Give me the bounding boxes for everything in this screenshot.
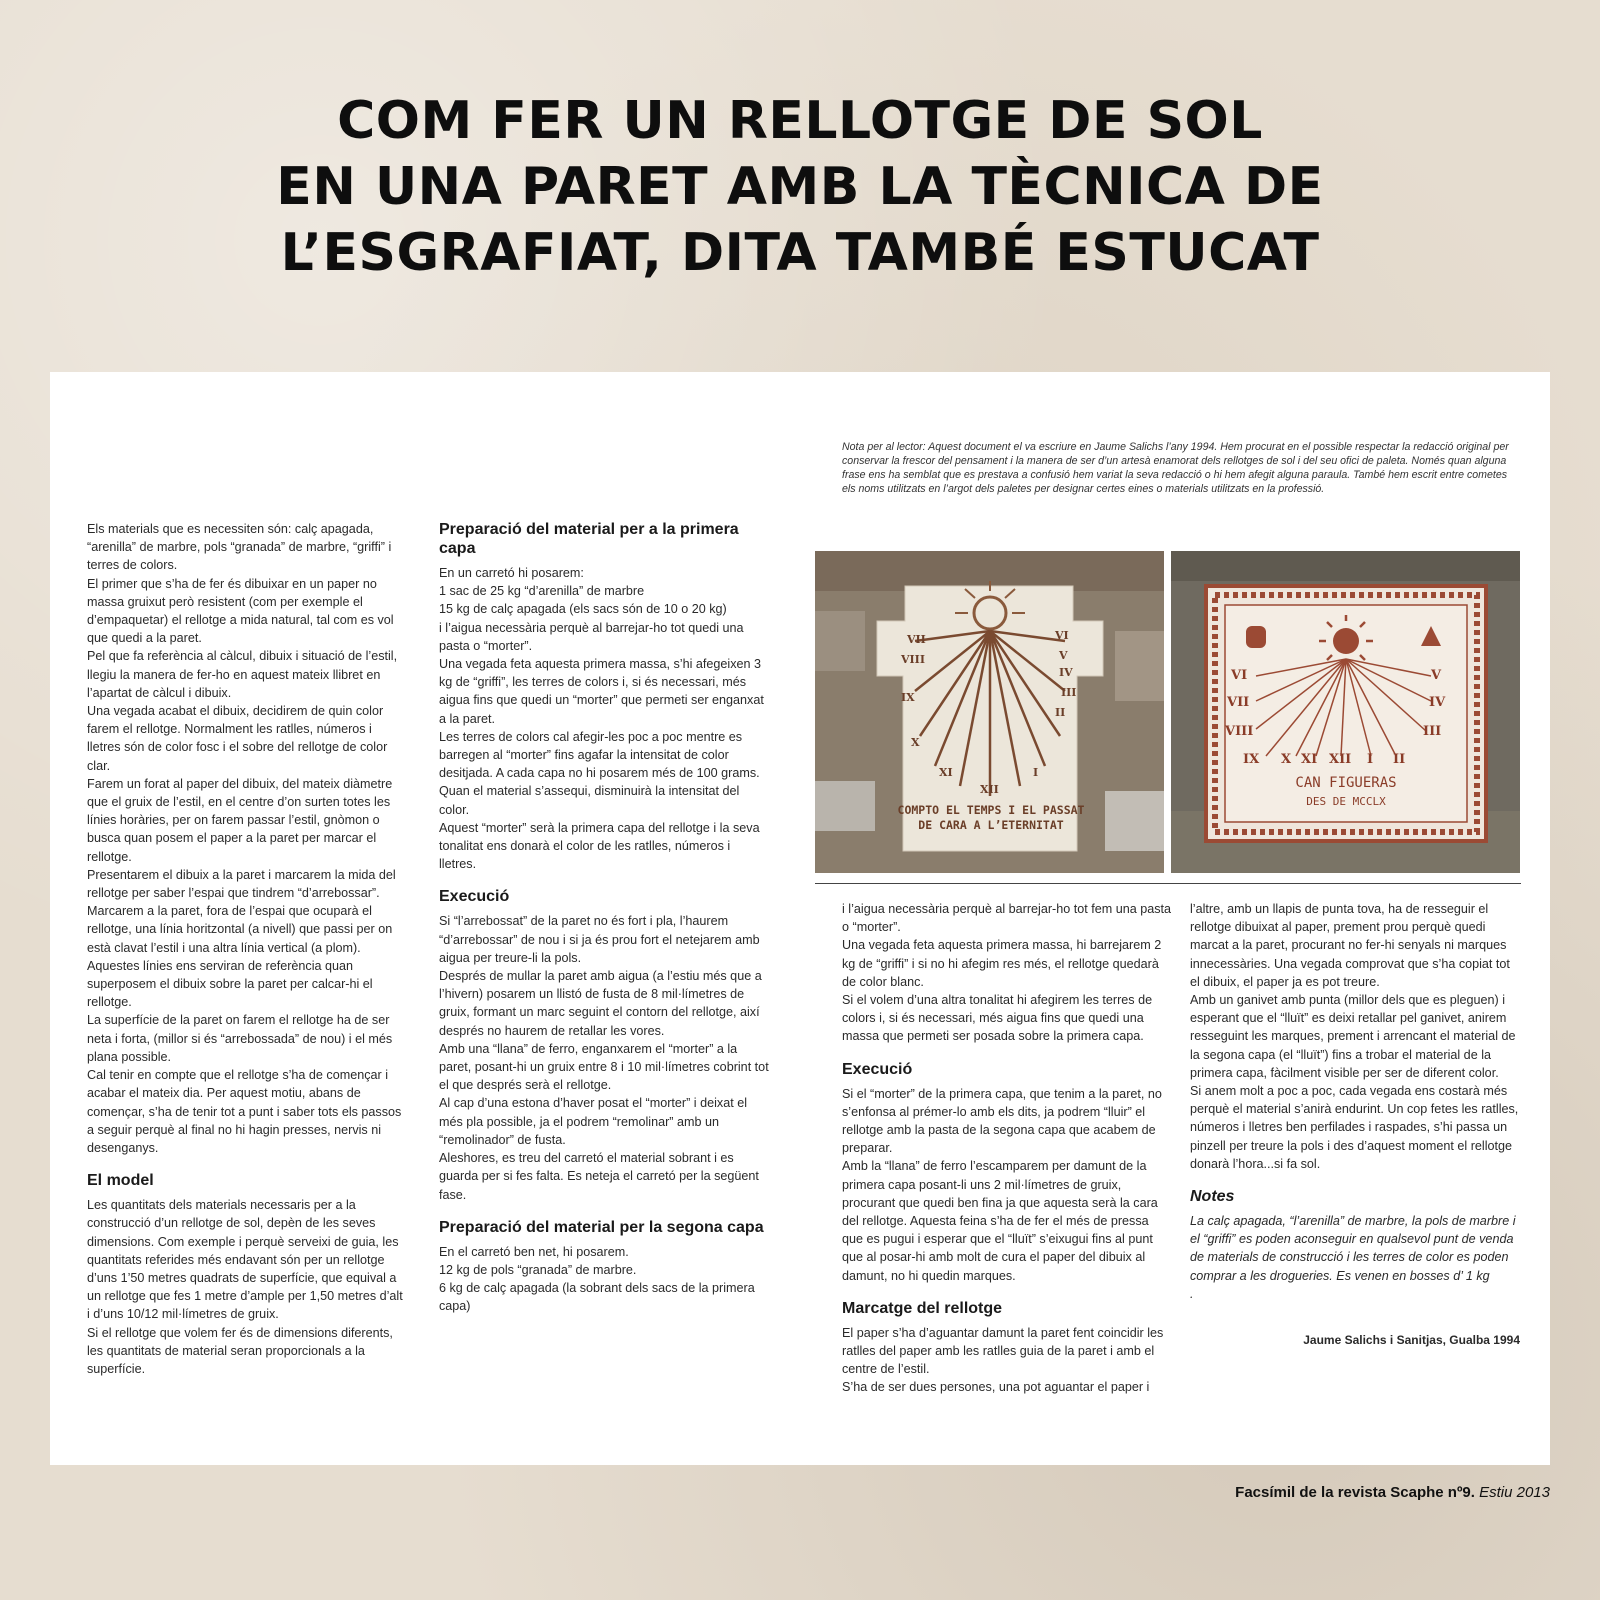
numeral: II [1393,752,1406,767]
sundial-photo-2 [1171,551,1520,873]
title-line-1: COM FER UN RELLOTGE DE SOL [337,91,1263,151]
paragraph: Una vegada feta aquesta primera massa, hi barrejarem 2 kg de “griffi” i si no hi afegim res més, el rellotge quedarà de color blanc. [842,938,1162,989]
numeral: XII [980,783,999,796]
paragraph: Marcarem a la paret, fora de l’espai que ocuparà el rellotge, una línia horitzontal (a nivell) que passi per on està clavat l’estil i una altra línia vertical (a plom). Aquestes línies ens serviran de referència quan superposem el dibuix sobre la paret per calcar-hi el rellotge. [87,904,393,1010]
section-heading-execution: Execució [439,888,510,906]
numeral: III [1061,686,1077,699]
numeral: XI [1301,752,1318,767]
paragraph: Una vegada acabat el dibuix, decidirem de quin color farem el rellotge. Normalment les ratlles, números i lletres són de color fosc i el sobre del rellotge de color clar. [87,704,388,773]
column-2 [439,520,769,1316]
numeral: VIII [1225,724,1254,739]
section-heading-execution-2: Execució [842,1060,913,1078]
title-line-2: EN UNA PARET AMB LA TÈCNICA DE [276,157,1324,217]
paragraph: Aleshores, es treu del carretó el material sobrant i es guarda per si fes falta. Es neteja el carretó per la següent fase. [439,1151,759,1202]
column-4 [1190,900,1520,1349]
footer-source: Facsímil de la revista Scaphe nº9. [1235,1484,1475,1501]
paragraph: Les terres de colors cal afegir-les poc a poc mentre es barregen al “morter” fins agafar la intensitat de color desitjada. A cada capa no hi posarem més de 100 grams. Quan el material s’assequi, disminuirà la intensitat del color. [439,729,760,817]
notes-text: La calç apagada, “l’arenilla” de marbre, la pols de marbre i el “griffi” es poden aconseguir en qualsevol punt de venda de materials de construcció i les terres de color es poden comprar a les drogueries. Es venen en bosses d’ 1 kg [1190,1214,1516,1283]
list-line: i l’aigua necessària perquè al barrejar-ho tot quedi una pasta o “morter”. [439,620,744,653]
numeral: XI [939,766,953,779]
numeral: IV [1059,666,1073,679]
paragraph: Si el volem d’una altra tonalitat hi afegirem les terres de colors i, si és necessari, més aigua fins que quedi una massa que permeti ser posada sobre la primera capa. [842,993,1153,1044]
paragraph: Farem un forat al paper del dibuix, del mateix diàmetre que el gruix de l’estil, en el centre d’on surten totes les línies horàries, per on farem passar l’estil, gnòmon o busca quan posem el paper a la paret per marcar el rellotge. [87,776,393,864]
footer-season: Estiu 2013 [1479,1484,1550,1501]
sundial-1-illustration [815,551,1164,873]
list-line: En el carretó ben net, hi posarem. [439,1244,629,1259]
paragraph: Si “l’arrebossat” de la paret no és fort i pla, l’haurem “d’arrebossar” de nou i si ja és prou fort el netejarem amb aigua per treure-li la pols. [439,914,760,965]
paragraph: Cal tenir en compte que el rellotge s’ha de començar i acabar el mateix dia. Per aquest motiu, abans de començar, s’ha de tenir tot a punt i saber tots els passos a seguir perquè al final no hi hagin presses, nervis ni desenganys. [87,1068,402,1155]
paragraph: Aquest “morter” serà la primera capa del rellotge i la seva tonalitat ens donarà el color de les ratlles, números i lletres. [439,820,760,872]
numeral: X [1281,752,1292,767]
list-line: 1 sac de 25 kg “d’arenilla” de marbre [439,584,645,599]
column-3 [842,900,1172,1397]
numeral: III [1423,724,1442,739]
numeral: VI [1055,629,1069,642]
paragraph: Una vegada feta aquesta primera massa, s’hi afegeixen 3 kg de “griffi”, les terres de colors i, si és necessari, més aigua fins que quedi un “morter” que permeti ser enganxat a la paret. [439,657,764,726]
numeral: I [1033,766,1039,779]
list-line: En un carretó hi posarem: [439,566,584,580]
paragraph: La superfície de la paret on farem el rellotge ha de ser neta i forta, (millor si és “arrebossada” de nou) i el més plana possible. [87,1013,393,1064]
list-line: 15 kg de calç apagada (els sacs són de 10 o 20 kg) [439,602,727,617]
numeral: IX [901,691,915,704]
paragraph: Si el “morter” de la primera capa, que tenim a la paret, no s’enfonsa al prémer-lo amb els dits, ja podrem “lluir” el rellotge amb la pasta de la segona capa que acabem de preparar. [842,1086,1162,1156]
page-title [0,88,1600,286]
numeral: IV [1429,695,1446,710]
sundial-date: DES DE MCCLX [1306,795,1386,808]
section-heading-marking: Marcatge del rellotge [842,1299,1003,1317]
photo-divider [815,883,1521,884]
paragraph: S’ha de ser dues persones, una pot aguantar el paper i [842,1380,1150,1395]
list-line: 6 kg de calç apagada (la sobrant dels sacs de la primera capa) [439,1281,755,1314]
numeral: VII [907,633,926,646]
numeral: II [1055,706,1066,719]
sundial-2-illustration [1171,551,1520,873]
paragraph: Els materials que es necessiten són: calç apagada, “arenilla” de marbre, pols “granada” de marbre, “griffi” i terres de colors. [87,522,392,573]
title-line-3: L’ESGRAFIAT, DITA TAMBÉ ESTUCAT [280,223,1320,283]
numeral: VII [1227,695,1250,710]
sundial-motto-line-2: DE CARA A L’ETERNITAT [918,818,1064,832]
paragraph: Amb la “llana” de ferro l’escamparem per damunt de la primera capa posant-li uns 2 mil·límetres de gruix, procurant que quedi ben fina ja que aquesta serà la cara del rellotge. Aquesta feina s’ha de fer el més de pressa que es pugui i esperar que el “lluït” s’eixugui fins al punt que al posar-hi amb molt de cura el paper del dibuix al damunt, no hi quedin marques. [842,1159,1158,1283]
paragraph: Les quantitats dels materials necessaris per a la construcció d’un rellotge de sol, depèn de les seves dimensions. Com exemple i perquè serveixi de guia, les quantitats referides més endavant són per un rellotge d’uns 1’50 metres quadrats de superfície, que equival a un rellotge que fes 1 metre d’ample per 1,50 metres d’alt i d’uns 10/12 mil·límetres de gruix. [87,1198,403,1322]
sundial-motto-line-1: COMPTO EL TEMPS I EL PASSAT [897,803,1085,817]
paragraph: Pel que fa referència al càlcul, dibuix i situació de l’estil, llegiu la manera de fer-ho en aquest mateix llibret en l’apartat de càlcul i dibuix. [87,649,398,700]
footer-credit [1235,1484,1550,1501]
sundial-photo-1 [815,551,1164,873]
paragraph: Presentarem el dibuix a la paret i marcarem la mida del rellotge per saber l’espai que tindrem “d’arrebossar”. [87,867,396,901]
paragraph: Amb una “llana” de ferro, enganxarem el “morter” a la paret, posant-hi un gruix entre 8 i 10 mil·límetres cobrint tot el que després serà el rellotge. [439,1041,769,1093]
reader-note: Nota per al lector: Aquest document el va escriure en Jaume Salichs l’any 1994. Hem procurat en el possible respectar la redacció original per conservar la frescor del pensament i la manera de ser d’un artesà enamorat dels rellotges de sol i del seu ofici de paleta. Només quan alguna frase ens ha semblat que es prestava a confusió hem variat la seva redacció o hi hem afegit alguna paraula. També hem escrit entre cometes els noms utilitzats en l’argot dels paletes per designar certes eines o materials utilitzats en la professió. [842,441,1509,495]
paragraph: El paper s’ha d’aguantar damunt la paret fent coincidir les ratlles del paper amb les ratlles guia de la paret i amb el centre de l’estil. [842,1325,1164,1377]
numeral: VI [1231,668,1248,683]
section-heading-second-layer: Preparació del material per la segona capa [439,1218,764,1236]
paragraph: Amb un ganivet amb punta (millor dels que es pleguen) i esperant que el “lluït” es deixi retallar pel ganivet, anirem resseguint les marques, prement i arrencant el material de la segona capa (el “lluït”) fins a trobar el material de la primera capa, fàcilment visible per ser de diferent color. [1190,993,1516,1080]
numeral: V [1431,668,1442,683]
numeral: VIII [901,653,925,666]
paragraph: Al cap d’una estona d’haver posat el “morter” i deixat el més pla possible, ja el podrem “remolinar” amb un “remolinador” de fusta. [439,1096,748,1147]
section-heading-model: El model [87,1172,154,1190]
numeral: V [1059,649,1068,662]
section-heading-notes: Notes [1190,1188,1235,1206]
paragraph: i l’aigua necessària perquè al barrejar-ho tot fem una pasta o “morter”. [842,902,1172,935]
numeral: X [911,736,920,749]
paragraph: l’altre, amb un llapis de punta tova, ha de resseguir el rellotge dibuixat al paper, prement prou perquè quedi marcat a la paret, procurant no fer-hi senyals ni marques innecessàries. Una vegada comprovat que s’ha copiat tot el dibuix, el paper ja es pot treure. [1190,902,1510,989]
list-line: 12 kg de pols “granada” de marbre. [439,1262,637,1277]
section-heading-first-layer: Preparació del material per a la primera capa [439,521,739,557]
author-signature: Jaume Salichs i Sanitjas, Gualba 1994 [1303,1333,1520,1348]
paragraph: Si anem molt a poc a poc, cada vegada ens costarà més perquè el material s’anirà endurint. Un cop fetes les ratlles, números i lletres ben perfilades i raspades, s’hi passa un pinzell per treure la pols i des d’aquest moment el rellotge donarà l’hora...si fa sol. [1190,1084,1519,1171]
numeral: XII [1329,752,1352,767]
notes-dot: . [1190,1286,1194,1301]
sundial-name: CAN FIGUERAS [1295,775,1397,791]
numeral: I [1367,752,1374,767]
paragraph: El primer que s’ha de fer és dibuixar en un paper no massa gruixut però resistent (com per exemple el d’empaquetar) el rellotge a mida natural, tal com es vol que quedi a la paret. [87,576,394,646]
paragraph: Després de mullar la paret amb aigua (a l’estiu més que a l’hivern) posarem un llistó de fusta de 8 mil·límetres de gruix, formant un marc seguint el contorn del rellotge, així després no haurem de retallar les vores. [439,969,762,1038]
numeral: IX [1243,752,1260,767]
paragraph: Si el rellotge que volem fer és de dimensions diferents, les quantitats de material seran proporcionals a la superfície. [87,1325,393,1376]
column-1 [87,520,405,1378]
